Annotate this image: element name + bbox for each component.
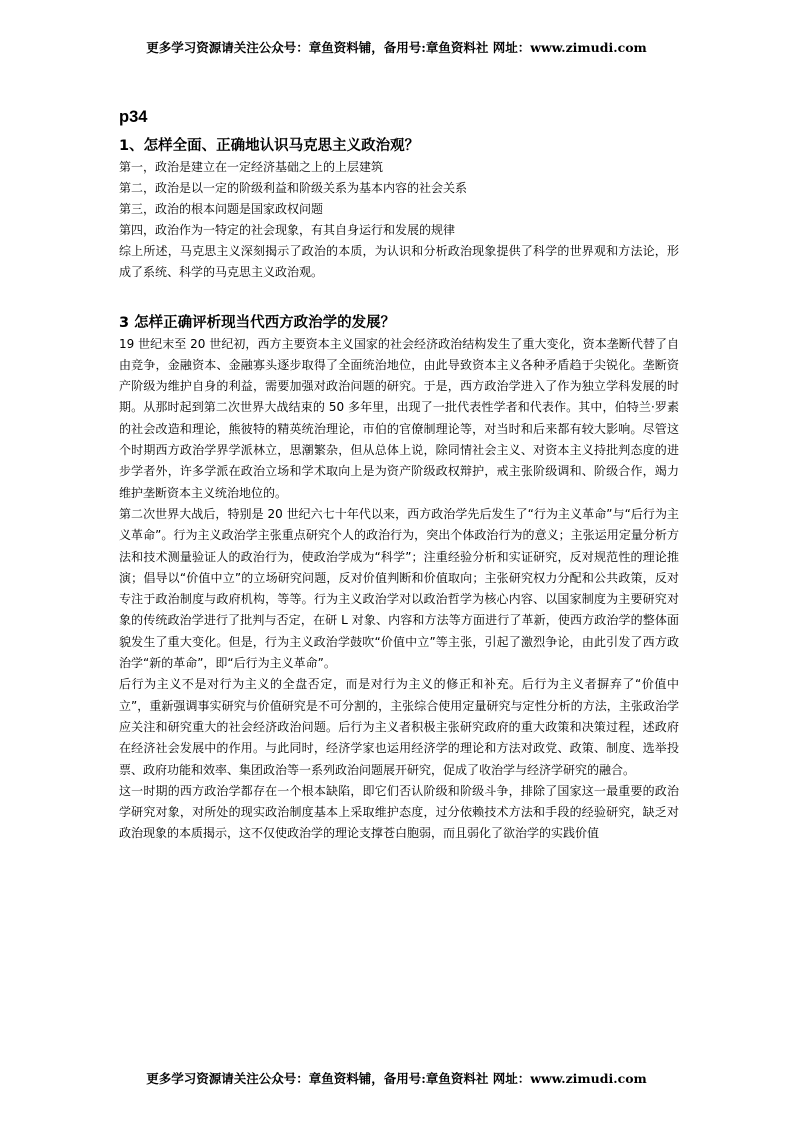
point-3: 第三，政治的根本问题是国家政权问题 bbox=[119, 202, 324, 216]
point-1: 第一，政治是建立在一定经济基础之上的上层建筑 bbox=[119, 160, 384, 174]
section-marxist-political-view bbox=[119, 135, 679, 284]
page-content bbox=[119, 106, 679, 845]
header-banner: 更多学习资源请关注公众号：章鱼资料铺，备用号:章鱼资料社 网址：www.zimudi.com bbox=[146, 40, 647, 55]
paragraph-4: 这一时期的西方政治学都存在一个根本缺陷，即它们否认阶级和阶级斗争，排除了国家这一最重要的政治学研究对象，对所处的现实政治制度基本上采取维护态度，过分依赖技术方法和手段的经验研究，缺乏对政治现象的本质揭示，这不仅使政治学的理论支撑苍白胞弱，而且弱化了欲治学的实践价值 bbox=[119, 783, 679, 841]
section-1-heading: 1、怎样全面、正确地认识马克思主义政治观？ bbox=[119, 138, 420, 154]
section-1-summary: 综上所述，马克思主义深刻揭示了政治的本质，为认识和分析政治现象提供了科学的世界观和方法论，形成了系统、科学的马克思主义政治观。 bbox=[119, 244, 679, 280]
footer-banner: 更多学习资源请关注公众号：章鱼资料铺，备用号:章鱼资料社 网址：www.zimudi.com bbox=[146, 1071, 647, 1086]
point-2: 第二，政治是以一定的阶级利益和阶级关系为基本内容的社会关系 bbox=[119, 181, 468, 195]
section-western-political-science bbox=[119, 312, 679, 845]
section-3-heading: 3 怎样正确评析现当代西方政治学的发展？ bbox=[119, 314, 396, 331]
paragraph-3: 后行为主义不是对行为主义的全盘否定，而是对行为主义的修正和补充。后行为主义者摒弃了“价值中立”，重新强调事实研究与价值研究是不可分割的，主张综合使用定量研究与定性分析的方法，主张政治学应关注和研究重大的社会经济政治问题。后行为主义者积极主张研究政府的重大政策和决策过程，述政府在经济社会发展中的作用。与此同时，经济学家也运用经济学的理论和方法对政党、政策、制度、选举投票、政府功能和效率、集团政治等一系列政治问题展开研究，促成了收治学与经济学研究的融合。 bbox=[119, 677, 679, 777]
paragraph-2: 第二次世界大战后，特别是 20 世纪六七十年代以来，西方政治学先后发生了“行为主义革命”与“后行为主义革命”。行为主义政治学主张重点研究个人的政治行为，突出个体政治行为的意义；主张运用定量分析方法和技术测量验证人的政治行为，使政治学成为“科学”；注重经验分析和实证研究，反对规范性的理论推演；倡导以“价值中立”的立场研究问题，反对价值判断和价值取向；主张研究权力分配和公共政策，反对专注于政治制度与政府机构，等等。行为主义政治学对以政治哲学为核心内容、以国家制度为主要研究对象的传统政治学进行了批判与否定，在研 L 对象、内容和方法等方面进行了革新，使西方政治学的整体面貌发生了重大变化。但是，行为主义政治学鼓吹“价值中立”等主张，引起了激烈争论，由此引发了西方政治学“新的革命”，即“后行为主义革命”。 bbox=[119, 506, 679, 671]
paragraph-1: 19 世纪末至 20 世纪初，西方主要资本主义国家的社会经济政治结构发生了重大变化，资本垄断代替了自由竞争，金融资本、金融寡头逐步取得了全面统治地位，由此导致资本主义各种矛盾趋于尖锐化。垄断资产阶级为维护自身的利益，需要加强对政治问题的研究。于是，西方政治学进入了作为独立学科发展的时期。从那时起到第二次世界大战结束的 50 多年里，出现了一批代表性学者和代表作。其中，伯特兰·罗素的社会改造和理论，熊彼特的精英统治理论，市伯的官僚制理论等，对当时和后来都有较大影响。尽管这个时期西方政治学界学派林立，思潮繁杂，但从总体上说，除同情社会主义、对资本主义持批判态度的进步学者外，许多学派在政治立场和学术取向上是为资产阶级政权辩护，戒主张阶级调和、阶级合作，竭力维护垄断资本主义统治地位的。 bbox=[119, 336, 679, 500]
page-number-label: p34 bbox=[119, 108, 148, 126]
point-4: 第四，政治作为一特定的社会现象，有其自身运行和发展的规律 bbox=[119, 223, 456, 237]
